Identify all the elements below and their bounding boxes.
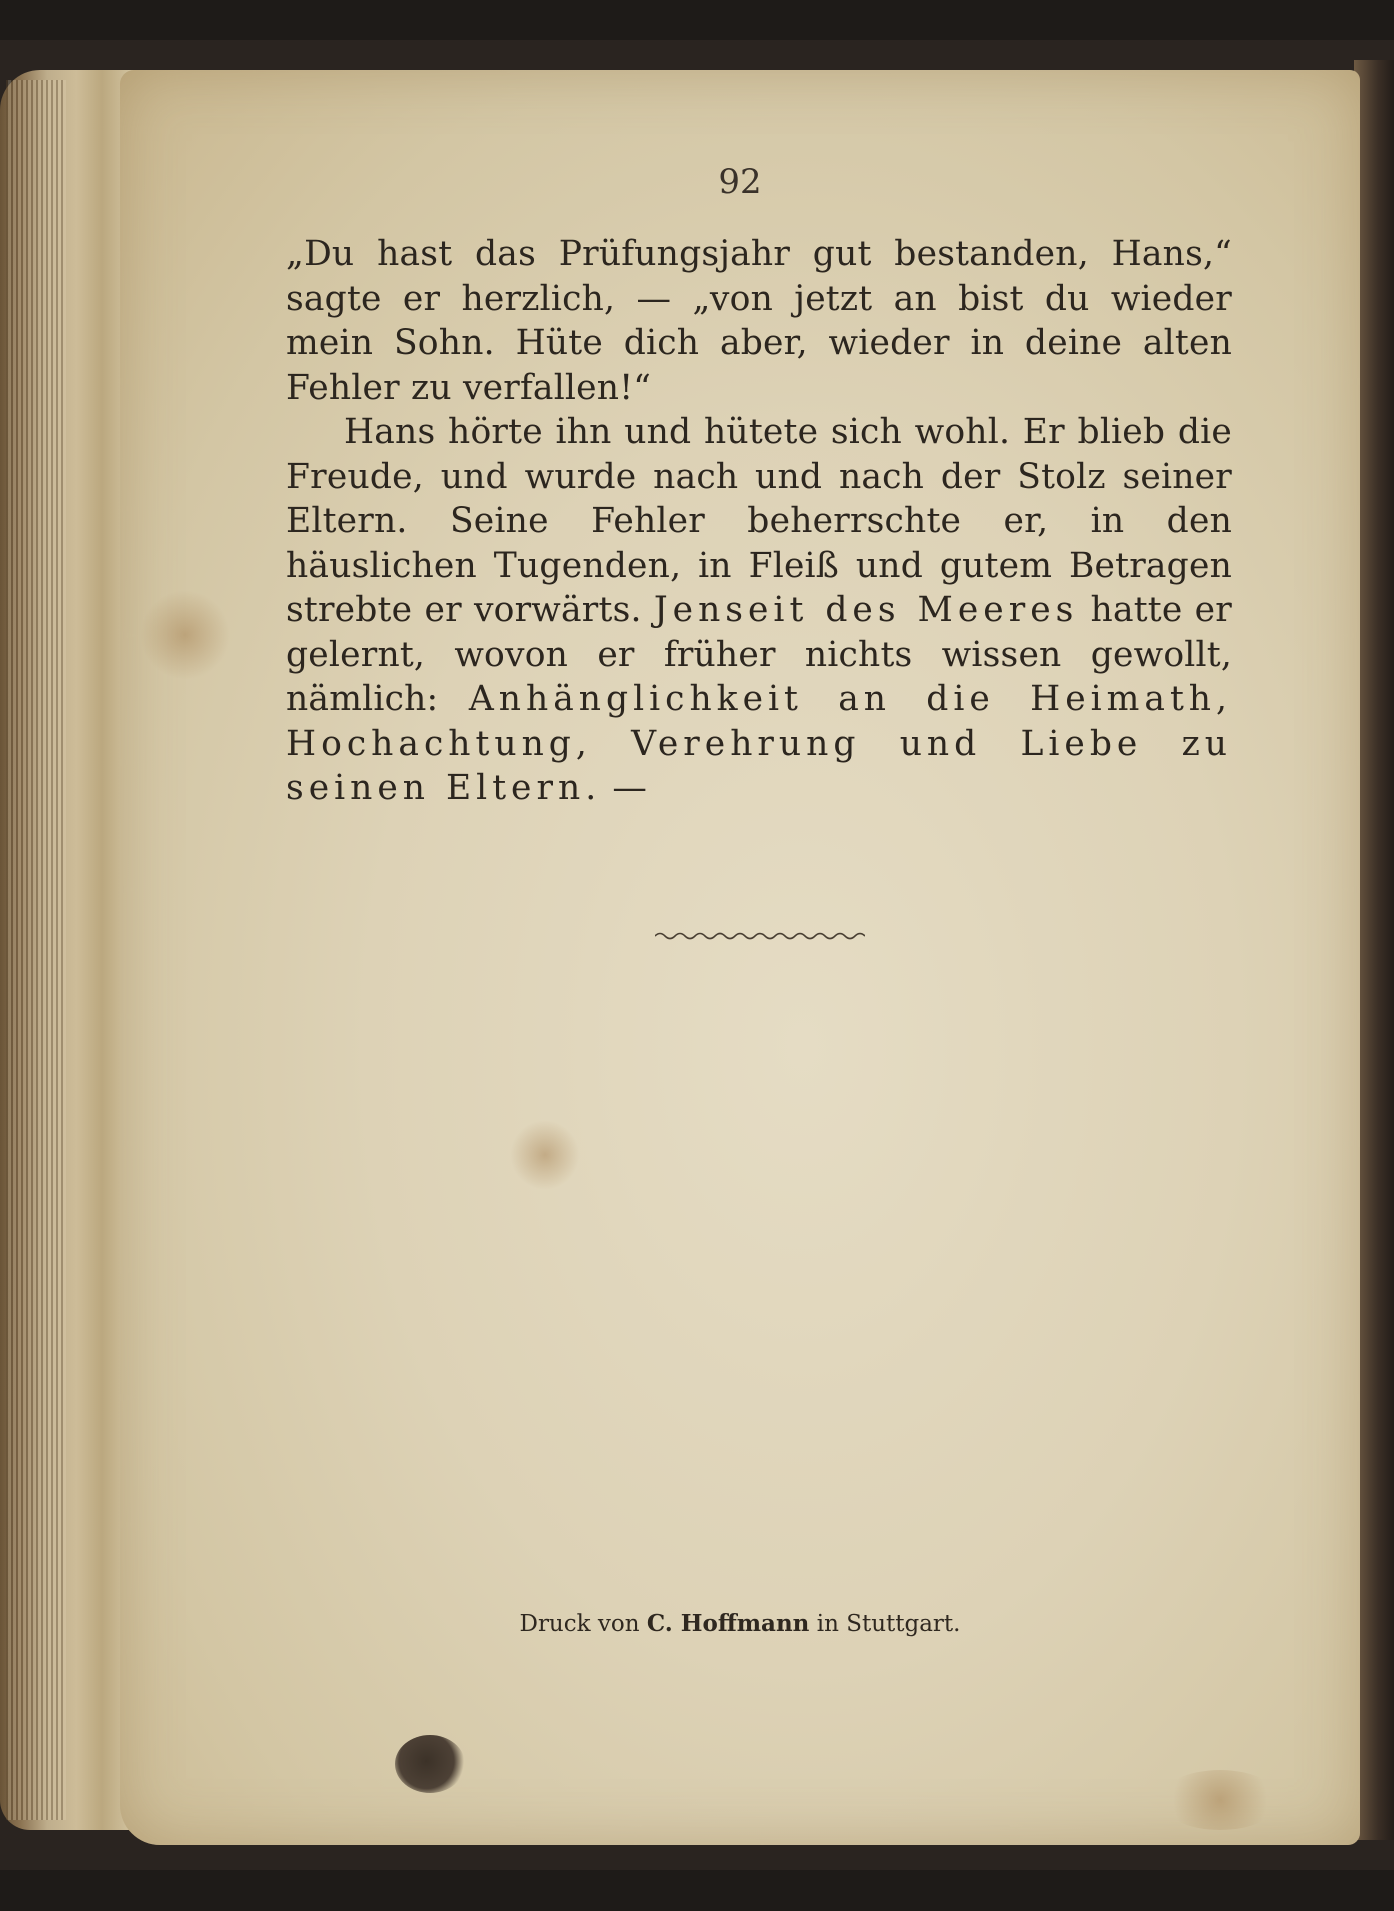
printer-prefix: Druck von — [519, 1611, 640, 1637]
printer-imprint — [120, 1610, 1360, 1637]
paragraph-1: „Du hast das Prüfungsjahr gut bestanden, Hans,“ sagte er herzlich, — „von jetzt an bist du wieder mein Sohn. Hüte dich aber, wieder in deine alten Fehler zu verfallen!“ — [286, 234, 1232, 408]
paragraph-2-part-1: Hans hörte ihn und hütete sich wohl. Er blieb die Freude, und wurde nach und nach der Stolz seiner Eltern. Seine Fehler beherrschte er, in den häuslichen Tugenden, in Fleiß und gutem Betragen strebte er vorwärts. — [286, 412, 1232, 630]
foxing-spot — [1160, 1770, 1280, 1830]
book-page — [120, 70, 1360, 1845]
foxing-spot — [510, 1120, 580, 1190]
foxing-spot — [140, 590, 230, 680]
printer-suffix: in Stuttgart. — [816, 1611, 961, 1637]
book-binding-edge — [1354, 60, 1394, 1840]
wavy-rule-ornament — [655, 928, 865, 944]
page-number: 92 — [718, 162, 762, 202]
body-text — [286, 232, 1232, 811]
paragraph-2-part-2: hatte er gelernt, wovon er früher nichts wissen gewollt, nämlich: — [286, 590, 1232, 719]
paragraph-2-end-dash: — — [612, 768, 648, 808]
emphasis-spaced-1: Jenseit des Meeres — [653, 590, 1079, 630]
emphasis-spaced-2: Anhänglichkeit an die Heimath, Hochachtung, Verehrung und Liebe zu seinen Eltern. — [286, 679, 1232, 808]
paragraph-2 — [286, 410, 1232, 811]
printer-name: C. Hoffmann — [646, 1610, 810, 1637]
